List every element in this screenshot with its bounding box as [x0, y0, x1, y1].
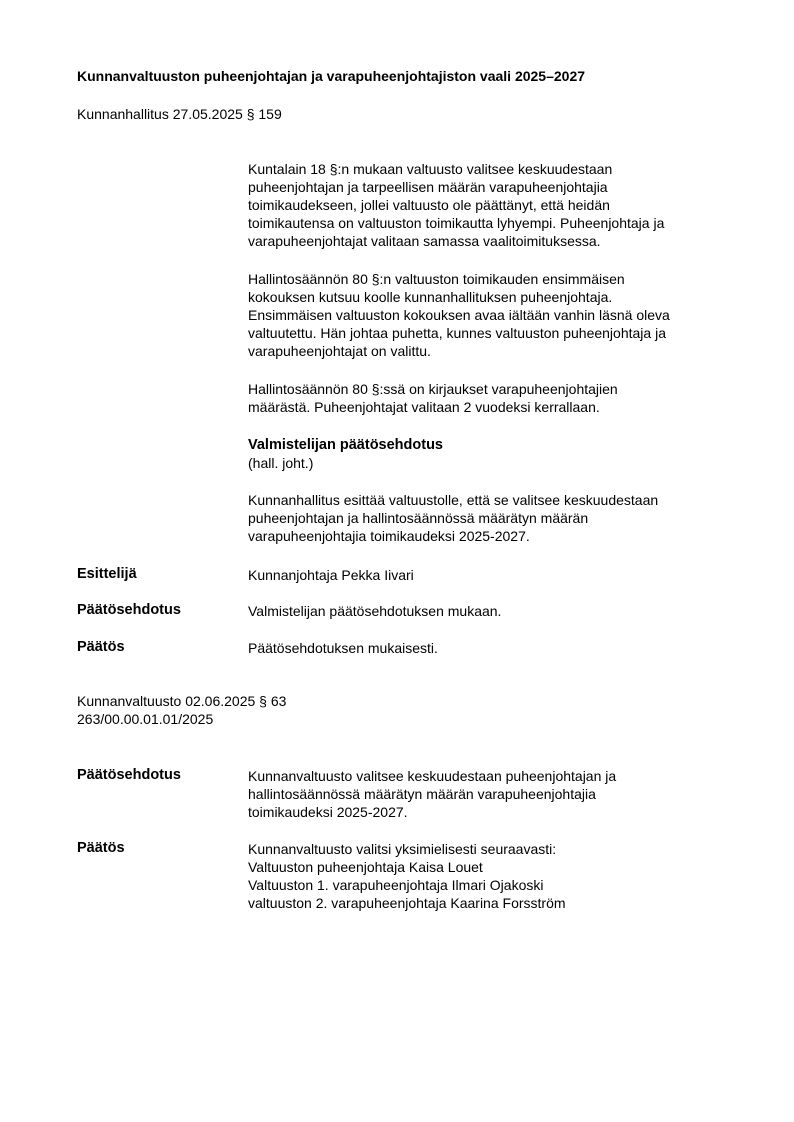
- record-id: 263/00.00.01.01/2025: [77, 711, 214, 727]
- preparer-proposal-text: [248, 491, 748, 545]
- intro-paragraph-1: [248, 160, 748, 250]
- text-line: varapuheenjohtajia toimikaudeksi 2025-2027.: [248, 528, 530, 544]
- text-line: varapuheenjohtajat on valittu.: [248, 343, 431, 359]
- meeting-reference-board: Kunnanhallitus 27.05.2025 § 159: [77, 106, 282, 122]
- text-line: Kuntalain 18 §:n mukaan valtuusto valitsee keskuudestaan: [248, 161, 613, 177]
- text-line: toimikaudekseen, jollei valtuusto ole päättänyt, että heidän: [248, 197, 610, 213]
- text-line: Valtuuston puheenjohtaja Kaisa Louet: [248, 859, 483, 875]
- text-line: puheenjohtajan ja tarpeellisen määrän varapuheenjohtajia: [248, 179, 608, 195]
- text-line: Kunnanvaltuusto valitsi yksimielisesti seuraavasti:: [248, 841, 557, 857]
- preparer-proposal-heading: Valmistelijan päätösehdotus: [248, 437, 443, 453]
- text-line: valtuuston 2. varapuheenjohtaja Kaarina Forsström: [248, 895, 566, 911]
- council-decision-label: Päätös: [77, 840, 125, 856]
- text-line: Valtuuston 1. varapuheenjohtaja Ilmari Ojakoski: [248, 877, 544, 893]
- text-line: Hallintosäännön 80 §:ssä on kirjaukset varapuheenjohtajien: [248, 381, 618, 397]
- text-line: toimikaudeksi 2025-2027.: [248, 804, 408, 820]
- text-line: kokouksen kutsuu koolle kunnanhallituksen puheenjohtaja.: [248, 289, 613, 305]
- motion-label: Päätösehdotus: [77, 602, 181, 618]
- text-line: varapuheenjohtajat valitaan samassa vaalitoimituksessa.: [248, 233, 601, 249]
- intro-paragraph-3: [248, 380, 748, 416]
- preparer-proposal-subtitle: (hall. joht.): [248, 455, 314, 471]
- text-line: Kunnanhallitus esittää valtuustolle, että se valitsee keskuudestaan: [248, 492, 659, 508]
- council-motion-text: [248, 767, 748, 821]
- text-line: Ensimmäisen valtuuston kokouksen avaa iältään vanhin läsnä oleva: [248, 307, 670, 323]
- text-line: toimikautensa on valtuuston toimikautta lyhyempi. Puheenjohtaja ja: [248, 215, 665, 231]
- presenter-value: Kunnanjohtaja Pekka Iivari: [248, 567, 414, 583]
- text-line: Hallintosäännön 80 §:n valtuuston toimikauden ensimmäisen: [248, 271, 625, 287]
- text-line: määrästä. Puheenjohtajat valitaan 2 vuodeksi kerrallaan.: [248, 399, 600, 415]
- presenter-label: Esittelijä: [77, 566, 137, 582]
- motion-value: Valmistelijan päätösehdotuksen mukaan.: [248, 603, 502, 619]
- council-decision-text: [248, 840, 748, 912]
- meeting-reference-council: Kunnanvaltuusto 02.06.2025 § 63: [77, 693, 287, 709]
- decision-value: Päätösehdotuksen mukaisesti.: [248, 640, 438, 656]
- text-line: valtuutettu. Hän johtaa puhetta, kunnes valtuuston puheenjohtaja ja: [248, 325, 666, 341]
- intro-paragraph-2: [248, 270, 748, 360]
- text-line: hallintosäännössä määrätyn määrän varapuheenjohtajia: [248, 786, 596, 802]
- decision-label: Päätös: [77, 639, 125, 655]
- text-line: Kunnanvaltuusto valitsee keskuudestaan puheenjohtajan ja: [248, 768, 617, 784]
- text-line: puheenjohtajan ja hallintosäännössä määrätyn määrän: [248, 510, 589, 526]
- preparer-proposal-section: [248, 436, 748, 472]
- document-title: Kunnanvaltuuston puheenjohtajan ja varapuheenjohtajiston vaali 2025–2027: [77, 68, 586, 84]
- council-motion-label: Päätösehdotus: [77, 767, 181, 783]
